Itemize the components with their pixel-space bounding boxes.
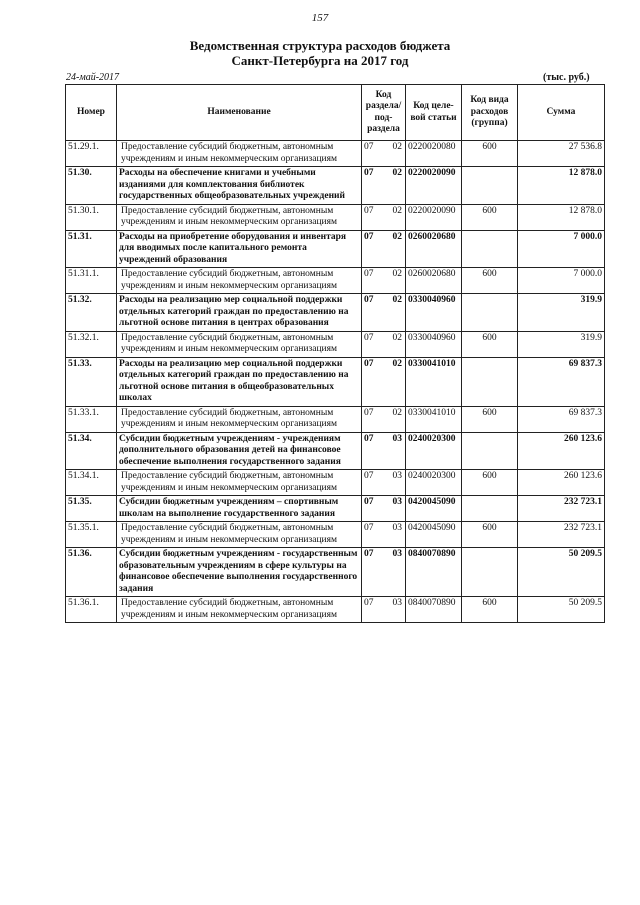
row-name: Предоставление субсидий бюджетным, автономным учреждениям и иным некоммерческим организациям [117, 204, 362, 230]
row-target-code: 0840070890 [406, 548, 462, 597]
row-name: Предоставление субсидий бюджетным, автономным учреждениям и иным некоммерческим организациям [117, 522, 362, 548]
row-sum: 232 723.1 [518, 522, 605, 548]
row-name: Предоставление субсидий бюджетным, автономным учреждениям и иным некоммерческим организациям [117, 406, 362, 432]
row-sum: 260 123.6 [518, 432, 605, 470]
row-target-code: 0240020300 [406, 432, 462, 470]
row-target-code: 0330040960 [406, 294, 462, 332]
row-number: 51.34. [66, 432, 117, 470]
row-sum: 12 878.0 [518, 204, 605, 230]
row-expense-type [462, 357, 518, 406]
row-section-code [362, 548, 406, 597]
table-row-main [66, 167, 605, 205]
header-target: Код целе- вой статьи [406, 85, 462, 141]
row-name: Предоставление субсидий бюджетным, автономным учреждениям и иным некоммерческим организациям [117, 141, 362, 167]
row-target-code: 0330040960 [406, 331, 462, 357]
section-code: 07 [364, 523, 374, 533]
row-sum: 50 209.5 [518, 548, 605, 597]
subsection-code: 02 [392, 407, 402, 418]
subsection-code: 02 [392, 358, 402, 369]
row-section-code [362, 141, 406, 167]
row-section-code [362, 597, 406, 623]
table-row-main [66, 548, 605, 597]
row-number: 51.33. [66, 357, 117, 406]
row-name: Субсидии бюджетным учреждениям - государственным образовательным учреждениям в сфере культуры на финансовое обеспечение выполнения государственного задания [117, 548, 362, 597]
table-body [66, 141, 605, 623]
row-section-code [362, 331, 406, 357]
row-number: 51.36.1. [66, 597, 117, 623]
table-row-sub [66, 470, 605, 496]
header-sum: Сумма [518, 85, 605, 141]
row-expense-type [462, 496, 518, 522]
subsection-code: 03 [392, 549, 402, 559]
section-code: 07 [364, 231, 374, 242]
subsection-code: 03 [392, 598, 402, 608]
row-target-code: 0260020680 [406, 268, 462, 294]
table-row-sub [66, 406, 605, 432]
subsection-code: 02 [392, 142, 402, 152]
table-row-main [66, 230, 605, 268]
row-name: Расходы на реализацию мер социальной поддержки отдельных категорий граждан по предоставлению на льготной основе питания в общеобразовательных школах [117, 357, 362, 406]
row-number: 51.30.1. [66, 204, 117, 230]
row-name: Расходы на обеспечение книгами и учебными изданиями для комплектования библиотек государственных общеобразовательных учреждений [117, 167, 362, 205]
table-row-sub [66, 204, 605, 230]
row-expense-type [462, 167, 518, 205]
row-number: 51.34.1. [66, 470, 117, 496]
row-number: 51.36. [66, 548, 117, 597]
row-name: Субсидии бюджетным учреждениям - учреждениям дополнительного образования детей на финансовое обеспечение выполнения государственного задания [117, 432, 362, 470]
row-section-code [362, 496, 406, 522]
row-section-code [362, 167, 406, 205]
row-name: Субсидии бюджетным учреждениям – спортивным школам на выполнение государственного задания [117, 496, 362, 522]
table-row-sub [66, 141, 605, 167]
row-section-code [362, 432, 406, 470]
row-expense-type: 600 [462, 331, 518, 357]
row-expense-type [462, 548, 518, 597]
row-number: 51.30. [66, 167, 117, 205]
row-target-code: 0220020090 [406, 167, 462, 205]
section-code: 07 [364, 598, 374, 608]
row-target-code: 0330041010 [406, 357, 462, 406]
row-section-code [362, 406, 406, 432]
row-target-code: 0840070890 [406, 597, 462, 623]
row-target-code: 0240020300 [406, 470, 462, 496]
row-sum: 69 837.3 [518, 406, 605, 432]
section-code: 07 [364, 332, 374, 343]
row-name: Расходы на реализацию мер социальной поддержки отдельных категорий граждан по предоставлению на льготной основе питания в центрах образования [117, 294, 362, 332]
row-number: 51.32.1. [66, 331, 117, 357]
table-row-main [66, 294, 605, 332]
row-name: Предоставление субсидий бюджетным, автономным учреждениям и иным некоммерческим организациям [117, 268, 362, 294]
section-code: 07 [364, 358, 374, 369]
row-target-code: 0260020680 [406, 230, 462, 268]
section-code: 07 [364, 433, 374, 444]
table-row-sub [66, 268, 605, 294]
budget-table [65, 84, 605, 623]
row-section-code [362, 204, 406, 230]
row-section-code [362, 357, 406, 406]
row-sum: 27 536.8 [518, 141, 605, 167]
row-expense-type [462, 294, 518, 332]
row-section-code [362, 294, 406, 332]
row-number: 51.32. [66, 294, 117, 332]
section-code: 07 [364, 295, 374, 305]
row-expense-type [462, 432, 518, 470]
row-target-code: 0330041010 [406, 406, 462, 432]
subsection-code: 03 [392, 471, 402, 481]
row-target-code: 0220020090 [406, 204, 462, 230]
section-code: 07 [364, 269, 374, 279]
section-code: 07 [364, 205, 374, 216]
row-expense-type: 600 [462, 406, 518, 432]
row-target-code: 0420045090 [406, 522, 462, 548]
table-row-sub [66, 597, 605, 623]
row-expense-type [462, 230, 518, 268]
subsection-code: 02 [392, 168, 402, 178]
row-sum: 7 000.0 [518, 230, 605, 268]
subsection-code: 03 [392, 497, 402, 507]
section-code: 07 [364, 497, 374, 507]
subsection-code: 02 [392, 231, 402, 242]
row-name: Предоставление субсидий бюджетным, автономным учреждениям и иным некоммерческим организациям [117, 597, 362, 623]
section-code: 07 [364, 168, 374, 178]
row-sum: 69 837.3 [518, 357, 605, 406]
row-number: 51.35. [66, 496, 117, 522]
row-section-code [362, 268, 406, 294]
subsection-code: 02 [392, 269, 402, 279]
subsection-code: 02 [392, 205, 402, 216]
row-number: 51.29.1. [66, 141, 117, 167]
subsection-code: 02 [392, 332, 402, 343]
row-expense-type: 600 [462, 141, 518, 167]
row-sum: 319.9 [518, 331, 605, 357]
row-expense-type: 600 [462, 204, 518, 230]
subsection-code: 03 [392, 433, 402, 444]
units-label: (тыс. руб.) [543, 72, 590, 83]
header-expense-type: Код вида расходов (группа) [462, 85, 518, 141]
row-name: Предоставление субсидий бюджетным, автономным учреждениям и иным некоммерческим организациям [117, 470, 362, 496]
table-row-sub [66, 331, 605, 357]
subsection-code: 02 [392, 295, 402, 305]
header-section: Код раздела/ под- раздела [362, 85, 406, 141]
row-section-code [362, 470, 406, 496]
row-target-code: 0220020080 [406, 141, 462, 167]
row-sum: 12 878.0 [518, 167, 605, 205]
section-code: 07 [364, 471, 374, 481]
header-name: Наименование [117, 85, 362, 141]
title-line-2: Санкт-Петербурга на 2017 год [231, 53, 409, 68]
row-sum: 7 000.0 [518, 268, 605, 294]
row-sum: 319.9 [518, 294, 605, 332]
row-number: 51.33.1. [66, 406, 117, 432]
row-number: 51.31. [66, 230, 117, 268]
row-expense-type: 600 [462, 522, 518, 548]
row-section-code [362, 522, 406, 548]
section-code: 07 [364, 407, 374, 418]
document-date: 24-май-2017 [66, 72, 120, 83]
row-number: 51.31.1. [66, 268, 117, 294]
table-row-main [66, 432, 605, 470]
page-number: 157 [311, 12, 329, 24]
row-sum: 50 209.5 [518, 597, 605, 623]
row-expense-type: 600 [462, 470, 518, 496]
section-code: 07 [364, 549, 374, 559]
header-number: Номер [66, 85, 117, 141]
row-sum: 232 723.1 [518, 496, 605, 522]
table-row-main [66, 357, 605, 406]
row-target-code: 0420045090 [406, 496, 462, 522]
row-expense-type: 600 [462, 597, 518, 623]
row-expense-type: 600 [462, 268, 518, 294]
row-name: Предоставление субсидий бюджетным, автономным учреждениям и иным некоммерческим организациям [117, 331, 362, 357]
row-sum: 260 123.6 [518, 470, 605, 496]
section-code: 07 [364, 142, 374, 152]
row-section-code [362, 230, 406, 268]
table-row-sub [66, 522, 605, 548]
subsection-code: 03 [392, 523, 402, 533]
table-header-row [66, 85, 605, 141]
title-line-1: Ведомственная структура расходов бюджета [189, 38, 451, 53]
table-row-main [66, 496, 605, 522]
document-title [0, 38, 640, 68]
row-name: Расходы на приобретение оборудования и инвентаря для вводимых после капитального ремонта учреждений образования [117, 230, 362, 268]
row-number: 51.35.1. [66, 522, 117, 548]
